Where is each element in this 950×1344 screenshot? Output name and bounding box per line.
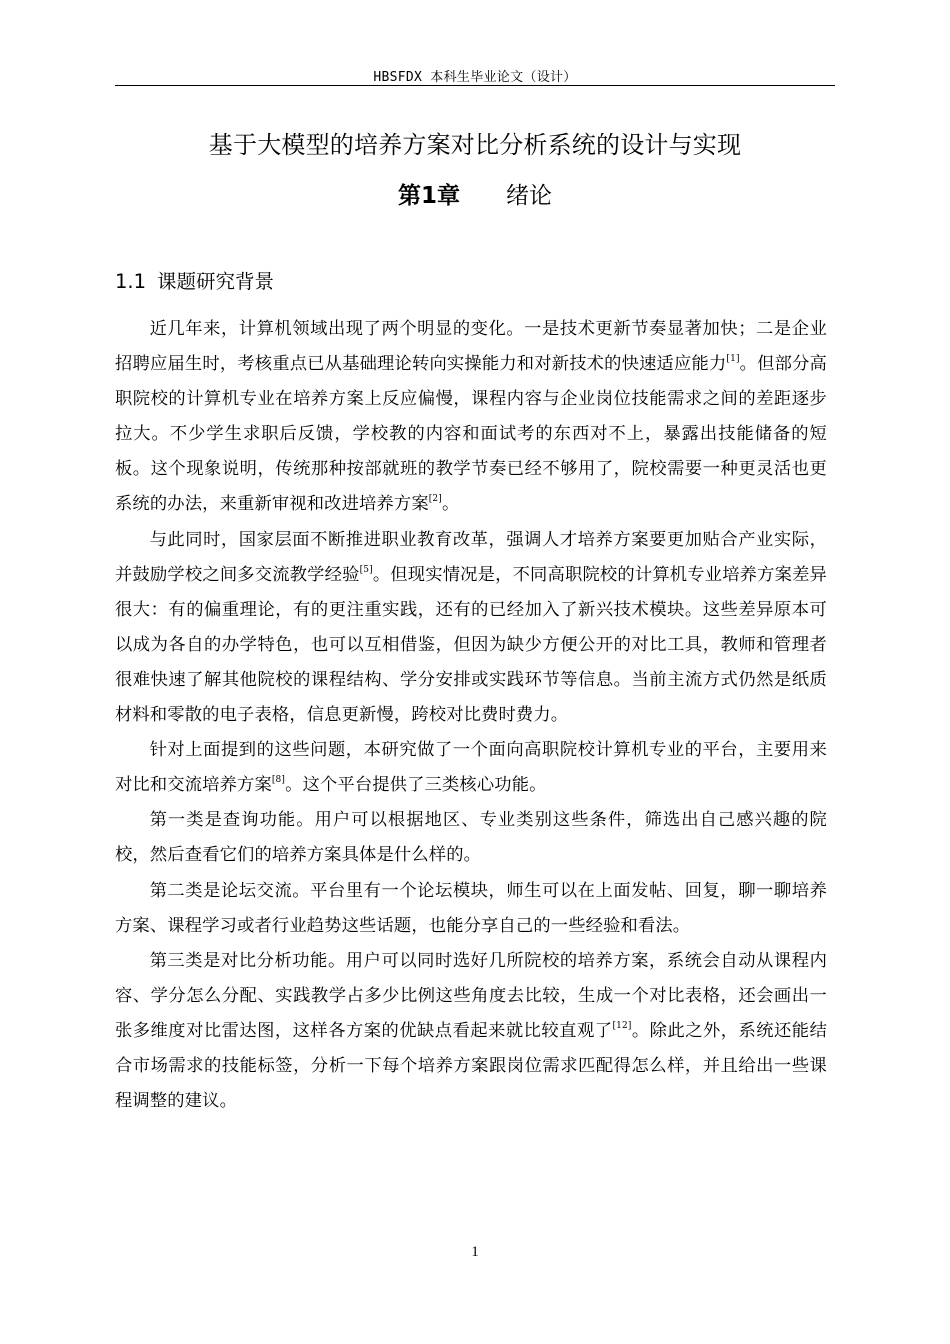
section-number: 1.1	[115, 270, 147, 293]
section-title: 课题研究背景	[157, 270, 275, 293]
body-paragraph	[115, 733, 827, 803]
paragraph-text: 近几年来，计算机领域出现了两个明显的变化。一是技术更新节奏显著加快；二是企业招聘应届生时，考核重点已从基础理论转向实操能力和对新技术的快速适应能力	[115, 319, 827, 375]
body-text	[115, 312, 827, 1119]
paragraph-text: 。这个平台提供了三类核心功能。	[285, 775, 547, 796]
chapter-title: 绪论	[506, 183, 552, 209]
chapter-heading	[115, 177, 835, 210]
paragraph-text: 。	[441, 494, 460, 515]
citation-ref: [2]	[428, 494, 442, 505]
document-title: 基于大模型的培养方案对比分析系统的设计与实现	[208, 131, 742, 159]
paragraph-text: 与此同时，国家层面不断推进职业教育改革，强调人才培养方案要更加贴合产业实际，并鼓励学校之间多交流教学经验	[115, 529, 827, 585]
paragraph-text: 。但部分高职院校的计算机专业在培养方案上反应偏慢，课程内容与企业岗位技能需求之间的差距逐步拉大。不少学生求职后反馈，学校教的内容和面试考的东西对不上，暴露出技能储备的短板。这个现象说明，传统那种按部就班的教学节奏已经不够用了，院校需要一种更灵活也更系统的办法，来重新审视和改进培养方案	[115, 354, 827, 515]
body-paragraph	[115, 523, 827, 734]
paragraph-text: 。但现实情况是，不同高职院校的计算机专业培养方案差异很大：有的偏重理论，有的更注重实践，还有的已经加入了新兴技术模块。这些差异原本可以成为各自的办学特色，也可以互相借鉴，但因为缺少方便公开的对比工具，教师和管理者很难快速了解其他院校的课程结构、学分安排或实践环节等信息。当前主流方式仍然是纸质材料和零散的电子表格，信息更新慢，跨校对比费时费力。	[115, 564, 827, 726]
header-rule	[115, 85, 835, 86]
paragraph-text: 第二类是论坛交流。平台里有一个论坛模块，师生可以在上面发帖、回复，聊一聊培养方案、课程学习或者行业趋势这些话题，也能分享自己的一些经验和看法。	[115, 880, 827, 936]
paragraph-text: 第三类是对比分析功能。用户可以同时选好几所院校的培养方案，系统会自动从课程内容、学分怎么分配、实践教学占多少比例这些角度去比较，生成一个对比表格，还会画出一张多维度对比雷达图，这样各方案的优缺点看起来就比较直观了	[115, 950, 827, 1041]
chapter-number: 第1章	[397, 183, 460, 209]
paragraph-text: 。除此之外，系统还能结合市场需求的技能标签，分析一下每个培养方案跟岗位需求匹配得怎么样，并且给出一些课程调整的建议。	[115, 1020, 828, 1112]
citation-ref: [12]	[612, 1020, 632, 1031]
body-paragraph	[115, 312, 827, 523]
body-paragraph	[115, 803, 827, 873]
citation-ref: [5]	[359, 564, 373, 575]
page-number: 1	[471, 1244, 479, 1260]
paragraph-text: 针对上面提到的这些问题，本研究做了一个面向高职院校计算机专业的平台，主要用来对比和交流培养方案	[115, 740, 827, 796]
body-paragraph	[115, 874, 827, 944]
citation-ref: [1]	[726, 354, 740, 365]
section-heading	[115, 266, 274, 294]
body-paragraph	[115, 944, 827, 1119]
citation-ref: [8]	[271, 775, 286, 786]
running-header: HBSFDX 本科生毕业论文（设计）	[373, 70, 577, 85]
paragraph-text: 第一类是查询功能。用户可以根据地区、专业类别这些条件，筛选出自己感兴趣的院校，然后查看它们的培养方案具体是什么样的。	[115, 810, 827, 866]
